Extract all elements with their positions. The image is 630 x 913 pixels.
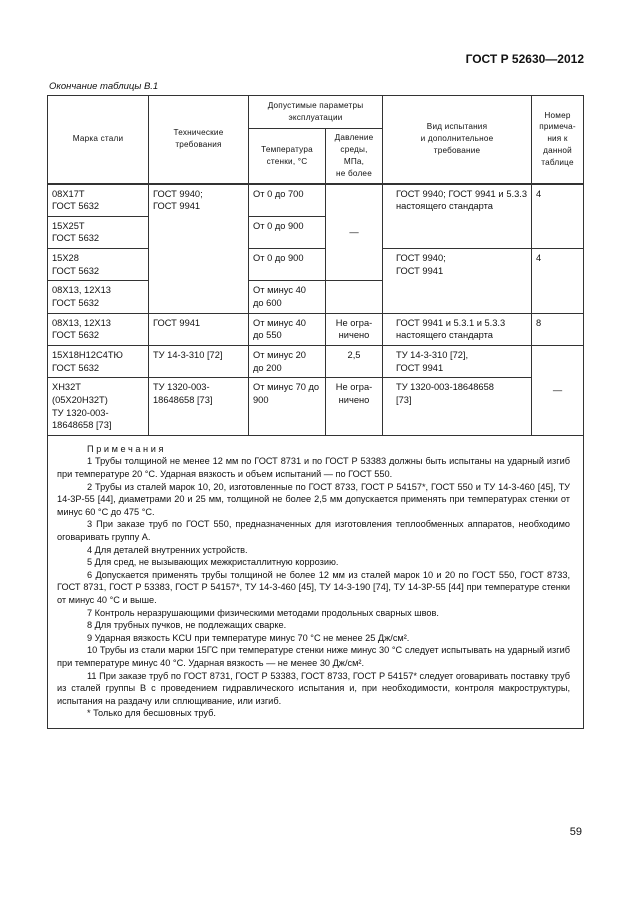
cell-tech-requirements: ТУ 1320-003- 18648658 [73]: [149, 378, 249, 436]
notes-block: [48, 435, 584, 728]
note-item: 10 Трубы из стали марки 15ГС при температуре стенки ниже минус 30 °С следует испытывать на ударный изгиб при температуре минус 40 °С. Ударная вязкость — не менее 30 Дж/см².: [57, 645, 571, 668]
cell-note-number: 8: [532, 313, 584, 345]
cell-grade: 15Х25Т ГОСТ 5632: [48, 216, 149, 248]
cell-temperature: От 0 до 900: [249, 216, 326, 248]
header-pressure: Давление среды, МПа, не более: [326, 129, 383, 184]
cell-temperature: От минус 40 до 600: [249, 281, 326, 313]
cell-pressure-empty: [326, 281, 383, 313]
notes-title: Примечания: [87, 443, 167, 454]
cell-tech-requirements: ГОСТ 9941: [149, 313, 249, 345]
specification-table: [47, 95, 584, 729]
cell-temperature: От минус 70 до 900: [249, 378, 326, 436]
cell-pressure: —: [326, 184, 383, 281]
document-standard-header: ГОСТ Р 52630—2012: [465, 52, 584, 66]
table-row: [48, 184, 584, 217]
note-item: 7 Контроль неразрушающими физическими методами продольных сварных швов.: [87, 607, 439, 618]
cell-note-number: 4: [532, 249, 584, 314]
note-item: 1 Трубы толщиной не менее 12 мм по ГОСТ 8731 и по ГОСТ Р 53383 должны быть испытаны на ударный изгиб при температуре 20 °С. Ударная вязкость и объем испытаний — по ГОСТ 550.: [57, 456, 571, 479]
note-item: 4 Для деталей внутренних устройств.: [87, 544, 248, 555]
cell-test-type: ТУ 14-3-310 [72], ГОСТ 9941: [383, 345, 532, 377]
cell-note-number: —: [532, 345, 584, 435]
cell-grade: 08Х13, 12Х13 ГОСТ 5632: [48, 313, 149, 345]
notes-row: [48, 435, 584, 728]
cell-test-type: ГОСТ 9940; ГОСТ 9941: [383, 249, 532, 314]
header-grade: Марка стали: [48, 96, 149, 184]
cell-pressure: Не огра- ничено: [326, 378, 383, 436]
cell-pressure: Не огра- ничено: [326, 313, 383, 345]
note-item: 3 При заказе труб по ГОСТ 550, предназначенных для изготовления теплообменных аппаратов, необходимо оговаривать группу А.: [57, 519, 571, 542]
page-number: 59: [569, 826, 582, 838]
table-caption: Окончание таблицы В.1: [49, 81, 159, 92]
cell-temperature: От минус 40 до 550: [249, 313, 326, 345]
note-item: * Только для бесшовных труб.: [87, 708, 216, 719]
cell-grade: 08Х13, 12Х13 ГОСТ 5632: [48, 281, 149, 313]
cell-grade: 15Х18Н12С4ТЮ ГОСТ 5632: [48, 345, 149, 377]
note-item: 5 Для сред, не вызывающих межкристаллитную коррозию.: [87, 557, 339, 568]
note-item: 6 Допускается применять трубы толщиной не более 12 мм из сталей марок 10 и 20 по ГОСТ 550, ГОСТ 8733, ГОСТ 8731, ГОСТ Р 53383, ГОСТ Р 54157*, ТУ 14-3-460 [45], ТУ 14-3-190 [74], ТУ 14-3Р-55 [44] при температуре стенки от минус 40 °С и выше.: [57, 569, 571, 605]
cell-test-type: ТУ 1320-003-18648658 [73]: [383, 378, 532, 436]
cell-test-type: ГОСТ 9941 и 5.3.1 и 5.3.3 настоящего стандарта: [383, 313, 532, 345]
header-temperature: Температура стенки, °С: [249, 129, 326, 184]
header-test-type: Вид испытания и дополнительное требование: [383, 96, 532, 184]
cell-temperature: От 0 до 700: [249, 184, 326, 217]
note-item: 2 Трубы из сталей марок 10, 20, изготовленные по ГОСТ 8733, ГОСТ Р 54157*, ГОСТ 550 и ТУ 14-3-460 [45], ТУ 14-3Р-55 [44], диаметрами 20 и 25 мм, толщиной не более 2,5 мм допускается применять при температурах стенки от минус 60 °С до 475 °С.: [57, 481, 571, 517]
table-row: [48, 249, 584, 281]
note-item: 9 Ударная вязкость KCU при температуре минус 70 °С не менее 25 Дж/см².: [87, 632, 410, 643]
cell-grade: 08Х17Т ГОСТ 5632: [48, 184, 149, 217]
cell-tech-requirements: ТУ 14-3-310 [72]: [149, 345, 249, 377]
table-row: [48, 313, 584, 345]
table-header-row: [48, 96, 584, 129]
cell-note-number: 4: [532, 184, 584, 249]
cell-temperature: От минус 20 до 200: [249, 345, 326, 377]
table-row: [48, 378, 584, 436]
header-operating-params: Допустимые параметры эксплуатации: [249, 96, 383, 129]
header-note-number: Номер примеча- ния к данной таблице: [532, 96, 584, 184]
note-item: 11 При заказе труб по ГОСТ 8731, ГОСТ Р 53383, ГОСТ 8733, ГОСТ Р 54157* следует оговаривать поставку труб из сталей группы В с проведением гидравлического испытания и, при необходимости, контроля макроструктуры, испытания на раздачу или сплющивание, или изгиб.: [57, 670, 571, 706]
note-item: 8 Для трубных пучков, не подлежащих сварке.: [87, 620, 287, 631]
cell-grade: ХН32Т (05Х20Н32Т) ТУ 1320-003- 18648658 [73]: [48, 378, 149, 436]
cell-grade: 15Х28 ГОСТ 5632: [48, 249, 149, 281]
cell-pressure: 2,5: [326, 345, 383, 377]
header-tech-requirements: Технические требования: [149, 96, 249, 184]
cell-tech-requirements: ГОСТ 9940; ГОСТ 9941: [149, 184, 249, 314]
table-row: [48, 345, 584, 377]
cell-test-type: ГОСТ 9940; ГОСТ 9941 и 5.3.3 настоящего стандарта: [383, 184, 532, 249]
cell-temperature: От 0 до 900: [249, 249, 326, 281]
